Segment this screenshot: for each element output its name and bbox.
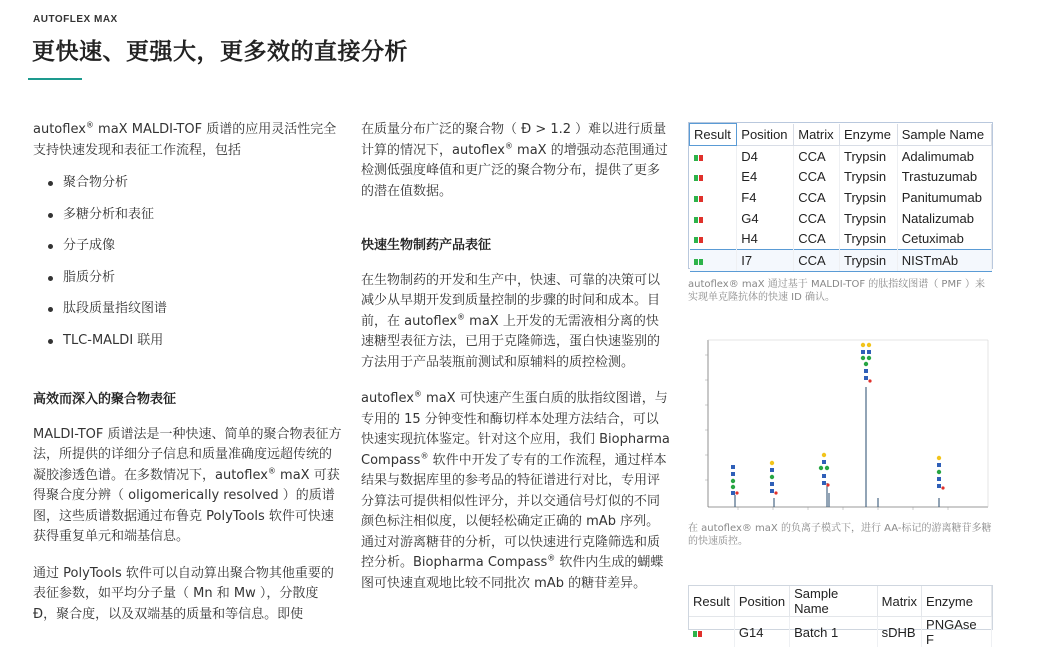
traffic-light-icon [693,631,702,637]
traffic-light-icon [694,155,703,161]
glycan-results-table [688,585,993,630]
spectrum-peaks [735,387,939,507]
content-column-2 [361,120,671,594]
table-row[interactable]: G4 CCA Trypsin Natalizumab [690,208,992,229]
pmf-table-caption: autoflex® maX 通过基于 MALDI-TOF 的肽指纹图谱（ PMF ）来实现单克隆抗体的快速 ID 确认。 [688,278,993,304]
column-header[interactable]: Enzyme [840,124,898,146]
column-header[interactable]: Sample Name [790,586,878,617]
title-underline [28,78,82,80]
pmf-results-table [688,122,993,269]
table-row[interactable]: G14 Batch 1 sDHB PNGAse F [689,617,992,647]
list-item: TLC-MALDI 联用 [33,331,343,363]
list-item: 分子成像 [33,236,343,268]
biopharma-paragraph-2: autoflex® maX 可快速产生蛋白质的肽指纹图谱，与专用的 15 分钟变性和酶切样本处理方法结合，可以快速实现抗体鉴定。针对这个应用，我们 Biopharma Compass® 软件中开发了专有的工作流程，通过样本结果与数据库里的参考品的特征谱进行对比，专用评分算法可提供相似性评分，并以交通信号灯似的不同颜色标注相似度，以便轻松确定正确的 mAb 序列。通过对游离糖苷的分析，可以快速进行克隆筛选和质控分析。Biopharma Compass® 软件内生成的蝴蝶图可快速直观地比较不同批次 mAb 的糖苷差异。 [361,389,671,594]
biopharma-paragraph-1: 在生物制药的开发和生产中，快速、可靠的决策可以减少从早期开发到质量控制的步骤的时间和成本。目前，在 autoflex® maX 上开发的无需液相分离的快速糖型表征方法，已用于克隆筛选，蛋白快速鉴别的方法用于产品装瓶前测试和原辅料的质控检测。 [361,271,671,374]
table-header-row [690,124,992,146]
glycan-spectrum-figure [688,335,993,520]
list-item: 多糖分析和表征 [33,205,343,237]
table-row[interactable]: F4 CCA Trypsin Panitumumab [690,187,992,208]
page-title: 更快速、更强大，更多效的直接分析 [32,33,408,66]
traffic-light-icon [694,259,703,265]
polymer-paragraph-3: 在质量分布广泛的聚合物（ Đ > 1.2 ）难以进行质量计算的情况下，autoflex® maX 的增强动态范围通过检测低强度峰值和更广泛的聚合物分布，提供了更多的潜在值数据。 [361,120,671,202]
traffic-light-icon [694,175,703,181]
capability-list [33,173,343,362]
list-item: 脂质分析 [33,268,343,300]
eyebrow-label: AUTOFLEX MAX [33,14,118,25]
polymer-paragraph-1: MALDI-TOF 质谱法是一种快速、简单的聚合物表征方法，所提供的详细分子信息和质量准确度远超传统的凝胶渗透色谱。在多数情况下，autoflex® maX 可获得聚合度分辨（ oligomerically resolved ）的质谱图，这些质谱数据通过布鲁克 PolyTools 软件可快速获得重复单元和端基信息。 [33,425,343,548]
table-row[interactable]: H4 CCA Trypsin Cetuximab [690,228,992,249]
spectrum-caption: 在 autoflex® maX 的负离子模式下，进行 AA-标记的游离糖苷多糖的快速质控。 [688,522,993,548]
column-header[interactable]: Position [734,586,789,617]
table-row[interactable]: E4 CCA Trypsin Trastuzumab [690,167,992,188]
column-header[interactable]: Result [690,124,737,146]
column-header[interactable]: Result [689,586,734,617]
glycan-structure-icons [731,343,945,495]
list-item: 聚合物分析 [33,173,343,205]
spectrum-plot [705,340,988,510]
intro-paragraph: autoflex® maX MALDI-TOF 质谱的应用灵活性完全支持快速发现和表征工作流程，包括 [33,120,343,161]
column-header[interactable]: Sample Name [897,124,991,146]
section-heading-polymer: 高效而深入的聚合物表征 [33,390,343,411]
table-row-selected[interactable]: I7 CCA Trypsin NISTmAb [690,249,992,271]
traffic-light-icon [694,196,703,202]
section-heading-biopharma: 快速生物制药产品表征 [361,236,671,257]
column-header[interactable]: Matrix [794,124,840,146]
table-row[interactable]: D4 CCA Trypsin Adalimumab [690,146,992,167]
table-header-row [689,586,992,617]
polymer-paragraph-2: 通过 PolyTools 软件可以自动算出聚合物其他重要的表征参数，如平均分子量（ Mn 和 Mw ），分散度 Đ，聚合度，以及双端基的质量和等信息。即使 [33,564,343,626]
list-item: 肽段质量指纹图谱 [33,299,343,331]
column-header[interactable]: Enzyme [922,586,992,617]
column-header[interactable]: Position [737,124,794,146]
column-header[interactable]: Matrix [877,586,921,617]
traffic-light-icon [694,217,703,223]
content-column-1 [33,120,343,625]
traffic-light-icon [694,237,703,243]
